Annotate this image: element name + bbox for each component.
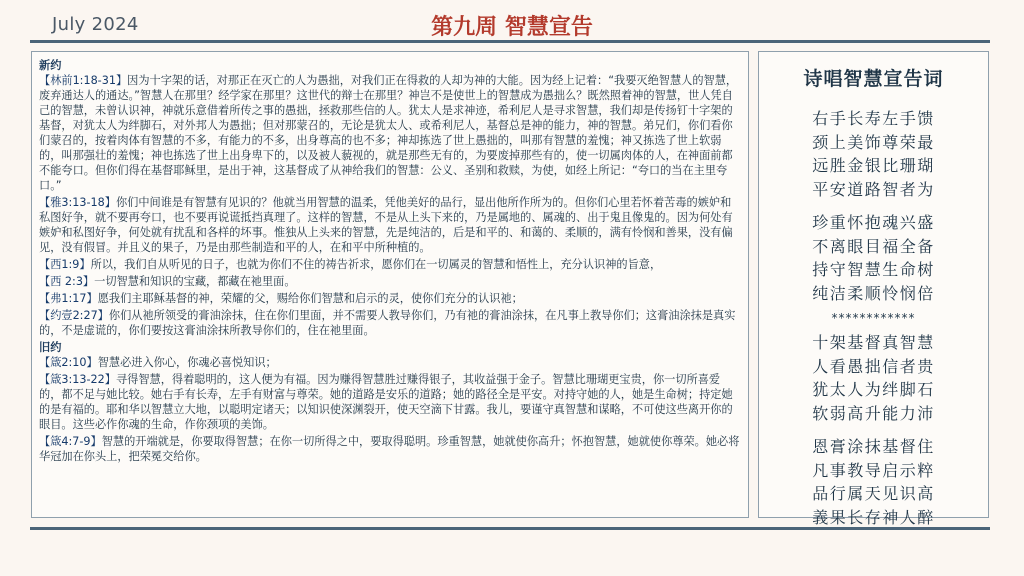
poem-line: 珍重怀抱魂兴盛: [812, 213, 935, 232]
poem-separator: ************: [831, 311, 916, 325]
verse-text: 智慧必进入你心，你魂必喜悦知识；: [97, 356, 277, 369]
new-testament-heading: 新约: [39, 59, 62, 72]
page-title: 第九周 智慧宣告: [431, 15, 593, 40]
verse-paragraph: [39, 257, 740, 272]
poem-stanza-2: [759, 211, 988, 305]
poem-line: 品行属天见识高: [812, 484, 935, 503]
poem-line: 犹太人为绊脚石: [812, 380, 935, 399]
verse-paragraph: [39, 355, 740, 370]
verse-reference: 【林前1:18-31】: [39, 74, 128, 87]
verse-text: 你们中间谁是有智慧有见识的？他就当用智慧的温柔，凭他美好的品行，显出他所作所为的。但你们心里若怀着苦毒的嫉妒和私图好争，就不要再夸口，也不要再说谎抵挡真理了。这样的智慧，不是从上头下来的，乃是属地的、属魂的、出于鬼且像鬼的。因为何处有嫉妒和私图好争，何处就有扰乱和各样的坏事。惟独从上头来的智慧，先是纯洁的，后是和平的、和蔼的、柔顺的，满有怜悯和善果，没有偏见，没有假冒。并且义的果子，乃是由那些制造和平的人，在和平中所种植的。: [39, 196, 733, 254]
poem-line: 恩膏涂抹基督住: [812, 437, 935, 456]
poem-line: 不离眼目福全备: [812, 236, 935, 256]
verse-text: 你们从祂所领受的膏油涂抹，住在你们里面，并不需要人教导你们，乃有祂的膏油涂抹，在凡事上教导你们；这膏油涂抹是真实的，不是虚谎的，你们要按这膏油涂抹所教导你们的，住在祂里面。: [39, 309, 736, 337]
verse-reference: 【弗1:17】: [39, 292, 98, 305]
old-testament-heading: 旧约: [39, 341, 62, 354]
verse-paragraph: [39, 372, 740, 432]
verse-text: 愿我们主耶稣基督的神，荣耀的父，赐给你们智慧和启示的灵，使你们充分的认识祂；: [97, 292, 523, 305]
verse-paragraph: [39, 308, 740, 338]
verse-paragraph: [39, 291, 740, 306]
poem-panel: [758, 51, 989, 527]
poem-line: 義果长存神人醉: [812, 507, 935, 527]
top-divider: [30, 40, 990, 43]
verse-text: 一切智慧和知识的宝藏，都藏在祂里面。: [94, 275, 296, 288]
poem-line: 右手长寿左手馈: [812, 109, 935, 128]
verse-reference: 【箴3:13-22】: [39, 373, 116, 386]
poem-line: 十架基督真智慧: [812, 333, 935, 352]
poem-line: 持守智慧生命树: [812, 260, 935, 279]
bottom-divider: [30, 527, 990, 530]
poem-line: 人看愚拙信者贵: [812, 356, 935, 376]
verse-reference: 【西 2:3】: [39, 275, 95, 288]
verse-text: 因为十字架的话，对那正在灭亡的人为愚拙，对我们正在得救的人却为神的大能。因为经上记着：“我要灭绝智慧人的智慧，废弃通达人的通达。”智慧人在那里？经学家在那里？这世代的辩士在那里？神岂不是使世上的智慧成为愚拙么？既然照着神的智慧，世人凭自己的智慧，未曾认识神，神就乐意借着所传之事的愚拙，拯救那些信的人。犹太人是求神迹，希利尼人是寻求智慧，我们却是传扬钉十字架的基督，对犹太人为绊脚石，对外邦人为愚拙；但对那蒙召的，无论是犹太人、或希利尼人，基督总是神的能力，神的智慧。弟兄们，你们看你们蒙召的，按着肉体有智慧的不多，有能力的不多，出身尊高的也不多；神却拣选了世上愚拙的，叫那有智慧的羞愧；神又拣选了世上软弱的，叫那强壮的羞愧；神也拣选了世上出身卑下的，以及被人藐视的，就是那些无有的，为要废掉那些有的，使一切属肉体的人，在神面前都不能夸口。但你们得在基督耶稣里，是出于神，这基督成了从神给我们的智慧：公义、圣别和救赎，为使，如经上所记：“夸口的当在主里夸口。”: [39, 74, 738, 192]
poem-line: 软弱高升能力沛: [812, 403, 935, 423]
poem-line: 凡事教导启示粹: [812, 460, 935, 480]
verse-paragraph: [39, 195, 740, 255]
verse-text: 智慧的开端就是，你要取得智慧；在你一切所得之中，要取得聪明。珍重智慧，她就使你高升；怀抱智慧，她就使你尊荣。她必将华冠加在你头上，把荣冕交给你。: [39, 435, 740, 463]
poem-line: 颈上美饰尊荣最: [812, 132, 935, 152]
verse-paragraph: [39, 434, 740, 464]
verse-reference: 【约壹2:27】: [39, 309, 109, 322]
verse-text: 寻得智慧，得着聪明的，这人便为有福。因为赚得智慧胜过赚得银子，其收益强于金子。智慧比珊瑚更宝贵，你一切所喜爱的，都不足与她比较。她右手有长寿，左手有财富与尊荣。她的道路是安乐的道路；她的路径全是平安。对持守她的人，她是生命树；持定她的是有福的。耶和华以智慧立大地，以聪明定诸天；以知识使深渊裂开，使天空滴下甘露。我儿，要谨守真智慧和谋略，不可使这些离开你的眼目。这些必作你魂的生命，作你颈项的美饰。: [39, 373, 733, 431]
poem-stanza-1: [759, 107, 988, 201]
verse-reference: 【箴4:7-9】: [39, 435, 102, 448]
verse-paragraph: [39, 73, 740, 193]
date-label: July 2024: [52, 14, 139, 35]
poem-title: 诗唱智慧宣告词: [803, 68, 944, 90]
poem-line: 纯洁柔顺怜悯倍: [812, 283, 935, 303]
verse-reference: 【西1:9】: [39, 258, 91, 271]
poem-stanza-4: [759, 435, 988, 529]
poem-stanza-3: [759, 331, 988, 425]
poem-line: 平安道路智者为: [812, 179, 935, 199]
verse-text: 所以，我们自从听见的日子，也就为你们不住的祷告祈求，愿你们在一切属灵的智慧和悟性上，充分认识神的旨意，: [90, 258, 662, 271]
verse-reference: 【箴2:10】: [39, 356, 98, 369]
verse-reference: 【雅3:13-18】: [39, 196, 116, 209]
poem-line: 远胜金银比珊瑚: [812, 156, 935, 175]
verse-paragraph: [39, 274, 740, 289]
scripture-panel: [31, 51, 749, 518]
